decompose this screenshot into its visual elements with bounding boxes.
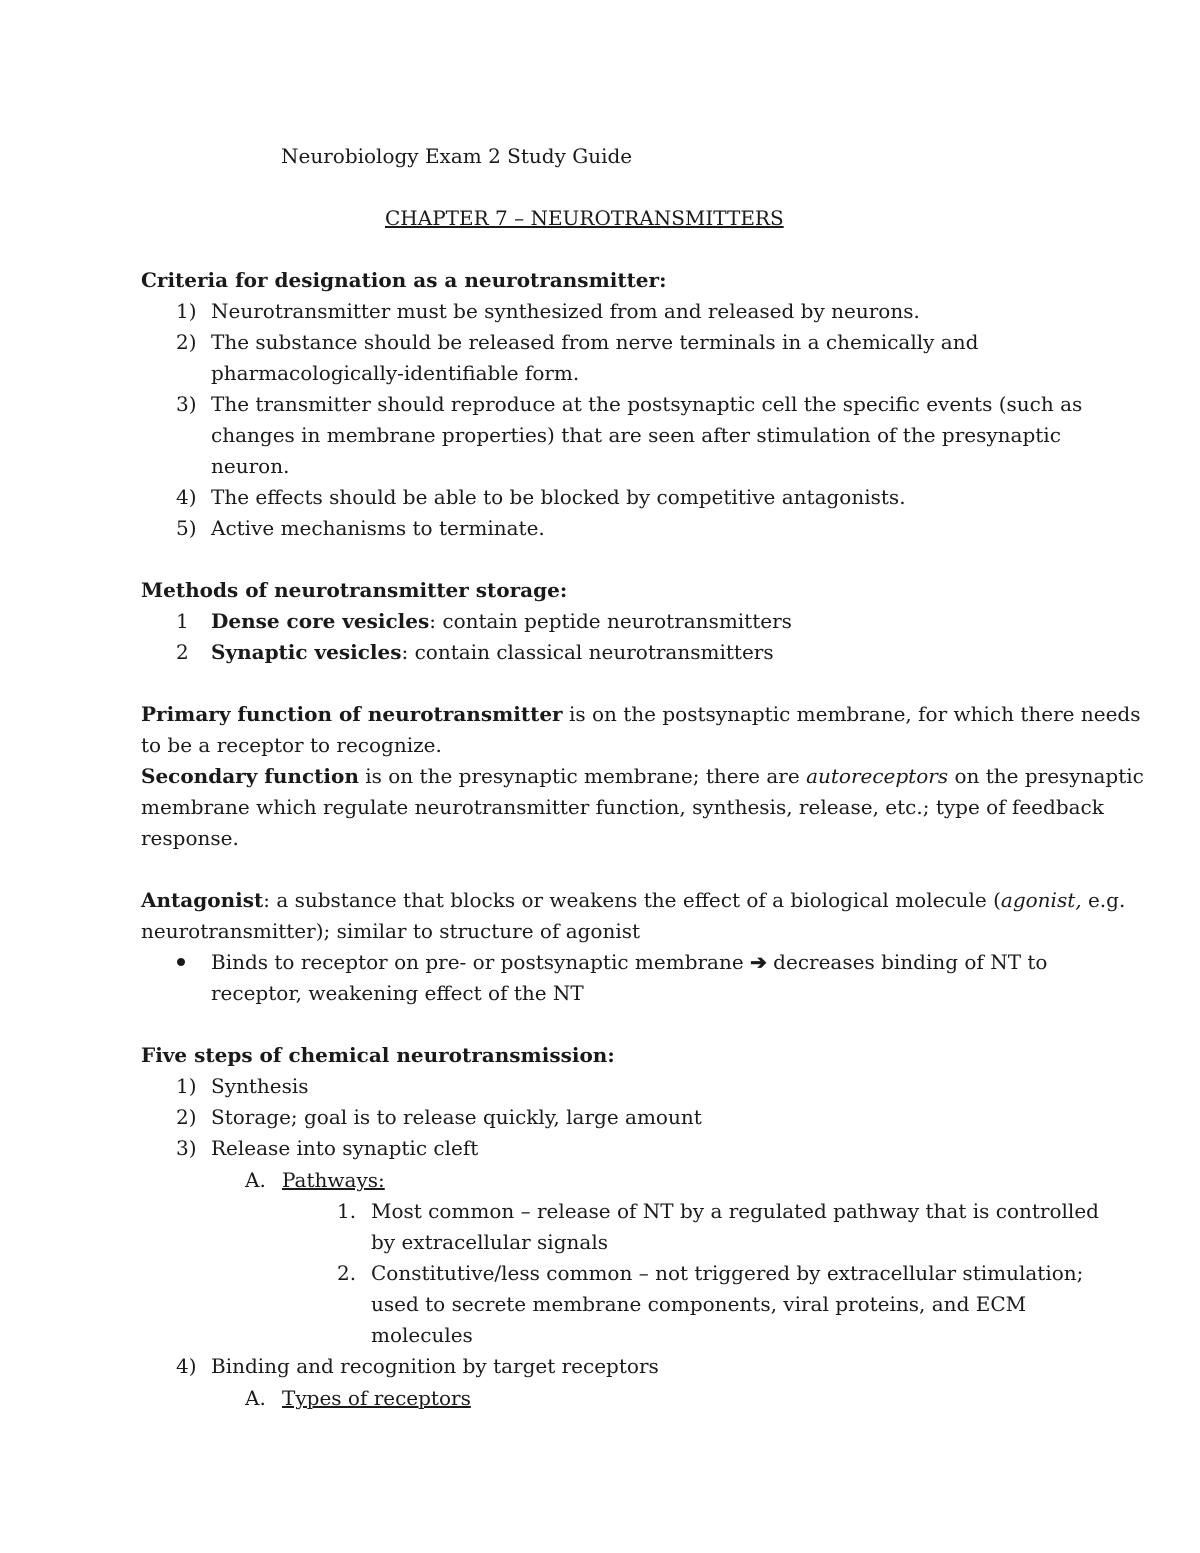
step-marker-1: 1) bbox=[176, 1074, 197, 1098]
primary-function-line-2: to be a receptor to recognize. bbox=[141, 733, 442, 757]
agonist-term: agonist, bbox=[1000, 888, 1082, 912]
storage-heading: Methods of neurotransmitter storage: bbox=[141, 578, 568, 602]
step-3-text: Release into synaptic cleft bbox=[211, 1136, 479, 1160]
secondary-function-line-1 bbox=[141, 764, 1144, 788]
antagonist-bullet-text-a: Binds to receptor on pre- or postsynaptic membrane bbox=[211, 950, 751, 974]
storage-item-1 bbox=[211, 609, 792, 633]
step-marker-2: 2) bbox=[176, 1105, 197, 1129]
criteria-item-4-line-1: The effects should be able to be blocked by competitive antagonists. bbox=[211, 485, 906, 509]
step-3a-text: Pathways: bbox=[282, 1168, 385, 1192]
step-4a-marker: A. bbox=[245, 1386, 266, 1410]
step-1-text: Synthesis bbox=[211, 1074, 309, 1098]
secondary-function-line-3: response. bbox=[141, 826, 239, 850]
criteria-marker-4: 4) bbox=[176, 485, 197, 509]
step-marker-3: 3) bbox=[176, 1136, 197, 1160]
storage-desc-2: : contain classical neurotransmitters bbox=[401, 640, 774, 664]
criteria-marker-5: 5) bbox=[176, 516, 197, 540]
antagonist-bullet-line-1 bbox=[211, 950, 1047, 974]
criteria-item-3-line-1: The transmitter should reproduce at the postsynaptic cell the specific events (such as bbox=[211, 392, 1083, 416]
secondary-function-line-2: membrane which regulate neurotransmitter function, synthesis, release, etc.; type of feedback bbox=[141, 795, 1104, 819]
criteria-item-3-line-3: neuron. bbox=[211, 454, 290, 478]
criteria-item-2-line-2: pharmacologically-identifiable form. bbox=[211, 361, 580, 385]
criteria-marker-2: 2) bbox=[176, 330, 197, 354]
antagonist-term: Antagonist bbox=[141, 888, 264, 912]
chapter-heading: CHAPTER 7 – NEUROTRANSMITTERS bbox=[385, 206, 784, 230]
criteria-marker-3: 3) bbox=[176, 392, 197, 416]
primary-function-rest: is on the postsynaptic membrane, for which there needs bbox=[562, 702, 1141, 726]
criteria-heading: Criteria for designation as a neurotransmitter: bbox=[141, 268, 667, 292]
step-marker-4: 4) bbox=[176, 1354, 197, 1378]
storage-desc-1: : contain peptide neurotransmitters bbox=[429, 609, 792, 633]
primary-function-line-1 bbox=[141, 702, 1140, 726]
criteria-item-3-line-2: changes in membrane properties) that are seen after stimulation of the presynaptic bbox=[211, 423, 1061, 447]
secondary-function-mid: is on the presynaptic membrane; there are bbox=[358, 764, 807, 788]
document-title: Neurobiology Exam 2 Study Guide bbox=[281, 144, 633, 168]
antagonist-mid: : a substance that blocks or weakens the effect of a biological molecule ( bbox=[263, 888, 1001, 912]
step-3a1-line-2: by extracellular signals bbox=[371, 1230, 608, 1254]
step-3a2-line-2: used to secrete membrane components, viral proteins, and ECM bbox=[371, 1292, 1027, 1316]
arrow-right-icon: ➔ bbox=[750, 950, 767, 974]
criteria-item-5-line-1: Active mechanisms to terminate. bbox=[211, 516, 545, 540]
criteria-marker-1: 1) bbox=[176, 299, 197, 323]
secondary-function-term: Secondary function bbox=[141, 764, 359, 788]
step-3a2-marker: 2. bbox=[337, 1261, 357, 1285]
step-3a2-line-1: Constitutive/less common – not triggered by extracellular stimulation; bbox=[371, 1261, 1084, 1285]
autoreceptors-term: autoreceptors bbox=[806, 764, 949, 788]
criteria-item-1-line-1: Neurotransmitter must be synthesized from and released by neurons. bbox=[211, 299, 920, 323]
primary-function-term: Primary function of neurotransmitter bbox=[141, 702, 563, 726]
step-3a1-line-1: Most common – release of NT by a regulated pathway that is controlled bbox=[371, 1199, 1099, 1223]
steps-heading: Five steps of chemical neurotransmission: bbox=[141, 1043, 615, 1067]
step-3a-marker: A. bbox=[245, 1168, 266, 1192]
storage-marker-1: 1 bbox=[176, 609, 189, 633]
step-2-text: Storage; goal is to release quickly, large amount bbox=[211, 1105, 702, 1129]
step-3a2-line-3: molecules bbox=[371, 1323, 473, 1347]
antagonist-end: e.g. bbox=[1081, 888, 1126, 912]
step-4-text: Binding and recognition by target receptors bbox=[211, 1354, 659, 1378]
bullet-icon bbox=[177, 958, 185, 966]
storage-term-2: Synaptic vesicles bbox=[211, 640, 402, 664]
step-3a1-marker: 1. bbox=[337, 1199, 357, 1223]
criteria-item-2-line-1: The substance should be released from nerve terminals in a chemically and bbox=[211, 330, 979, 354]
storage-item-2 bbox=[211, 640, 774, 664]
secondary-function-end: on the presynaptic bbox=[948, 764, 1144, 788]
antagonist-bullet-line-2: receptor, weakening effect of the NT bbox=[211, 981, 584, 1005]
antagonist-line-1 bbox=[141, 888, 1125, 912]
storage-marker-2: 2 bbox=[176, 640, 189, 664]
step-4a-text: Types of receptors bbox=[282, 1386, 471, 1410]
antagonist-line-2: neurotransmitter); similar to structure of agonist bbox=[141, 919, 641, 943]
antagonist-bullet-text-b: decreases binding of NT to bbox=[766, 950, 1048, 974]
storage-term-1: Dense core vesicles bbox=[211, 609, 430, 633]
